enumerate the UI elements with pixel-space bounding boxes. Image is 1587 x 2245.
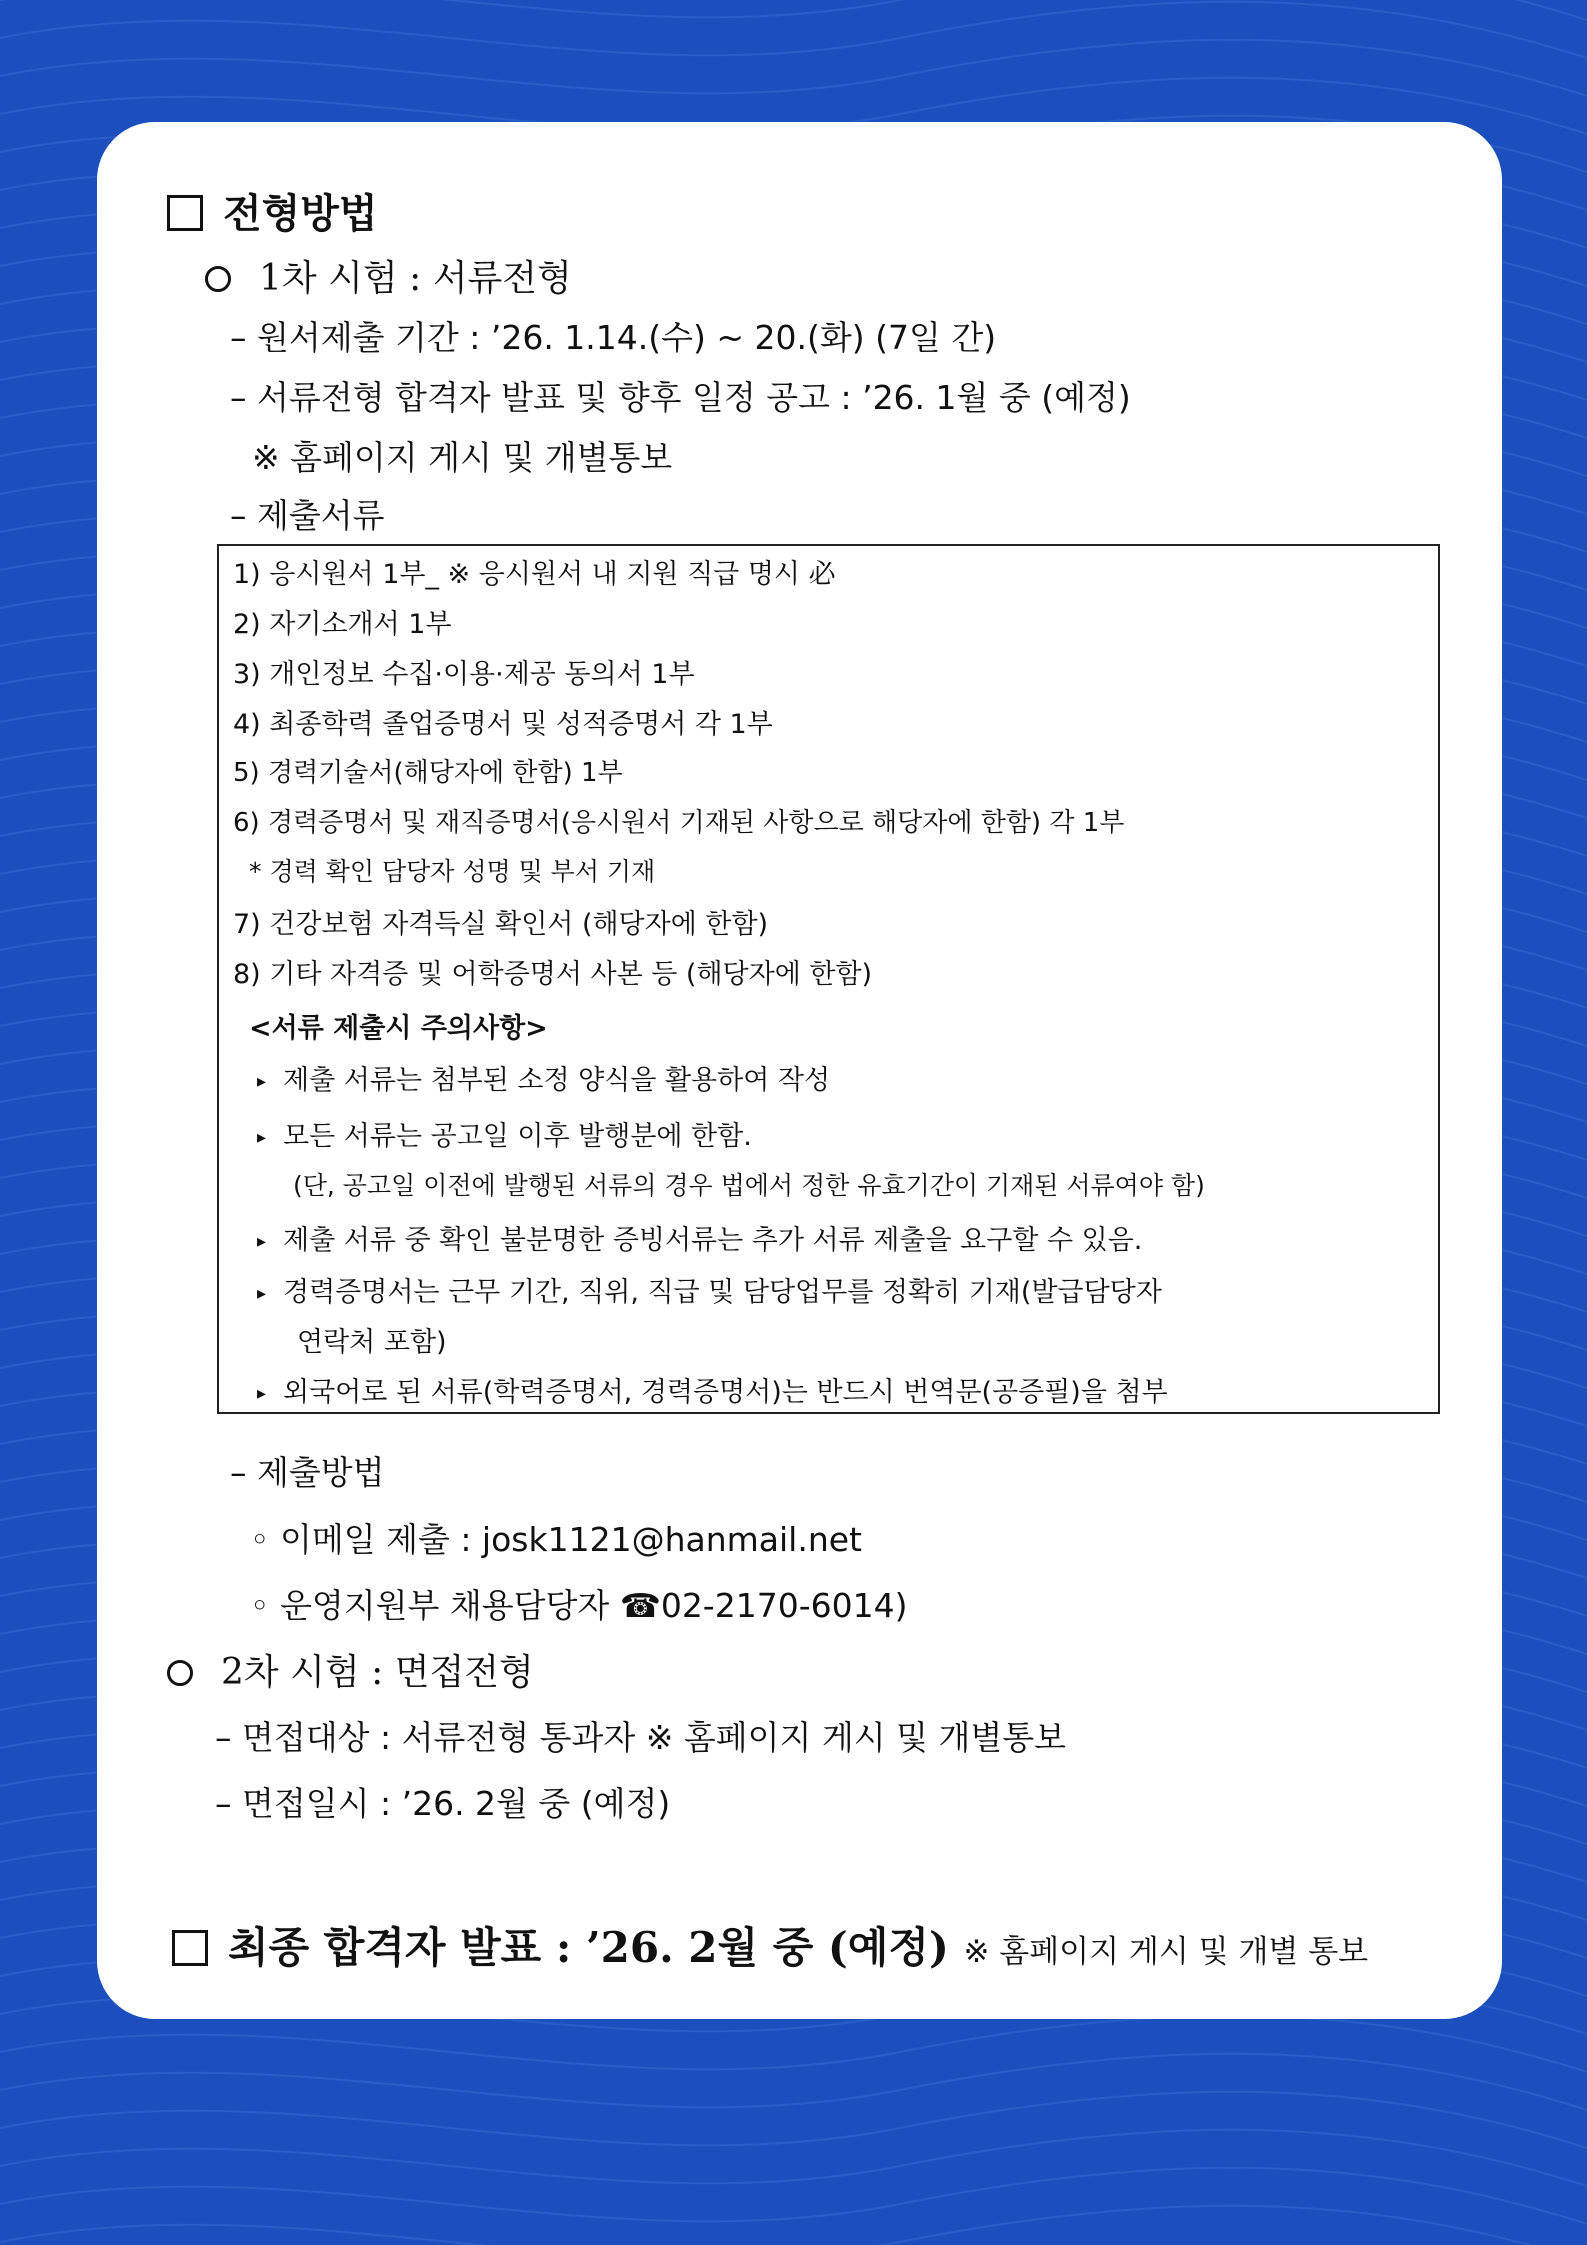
doc-item: 8) 기타 자격증 및 어학증명서 사본 등 (해당자에 한함) (233, 959, 873, 990)
doc-item: 6) 경력증명서 및 재직증명서(응시원서 기재된 사항으로 해당자에 한함) 각 1부 (233, 808, 1125, 838)
method-heading: – 제출방법 (230, 1453, 385, 1492)
square-bullet-icon (167, 195, 203, 231)
stage2-title: 2차 시험 : 면접전형 (167, 1644, 534, 1695)
notice-text: ※ 홈페이지 게시 및 개별통보 (252, 438, 673, 477)
triangle-bullet-icon: ▸ (257, 1231, 267, 1252)
doc-item: 5) 경력기술서(해당자에 한함) 1부 (233, 758, 623, 788)
application-period: – 원서제출 기간 : ’26. 1.14.(수) ~ 20.(화) (7일 간) (230, 318, 997, 357)
content-card (97, 122, 1502, 2019)
circle-bullet-icon (167, 1660, 193, 1686)
doc-item: 7) 건강보험 자격득실 확인서 (해당자에 한함) (233, 909, 769, 940)
final-note: ※ 홈페이지 게시 및 개별 통보 (963, 1934, 1369, 1970)
section-heading: 전형방법 (167, 182, 378, 239)
square-bullet-icon (172, 1930, 208, 1966)
doc-item: 4) 최종학력 졸업증명서 및 성적증명서 각 1부 (233, 709, 773, 740)
triangle-bullet-icon: ▸ (257, 1127, 267, 1148)
documents-box (217, 544, 1440, 1414)
doc-item: 2) 자기소개서 1부 (233, 609, 452, 640)
caution-item: ▸ 제출 서류는 첨부된 소정 양식을 활용하여 작성 (257, 1065, 831, 1096)
email-line: ◦ 이메일 제출 : josk1121@hanmail.net (250, 1520, 862, 1559)
caution-subnote: (단, 공고일 이전에 발행된 서류의 경우 법에서 정한 유효기간이 기재된 서류여야 함) (293, 1171, 1205, 1200)
caution-title: <서류 제출시 주의사항> (249, 1013, 548, 1044)
triangle-bullet-icon: ▸ (257, 1071, 267, 1092)
docs-heading: – 제출서류 (230, 496, 385, 535)
interview-date: – 면접일시 : ’26. 2월 중 (예정) (215, 1784, 671, 1823)
stage1-title: 1차 시험 : 서류전형 (205, 250, 572, 301)
caution-item: ▸ 경력증명서는 근무 기간, 직위, 직급 및 담당업무를 정확히 기재(발급담당자 (257, 1277, 1162, 1308)
final-announcement: 최종 합격자 발표 : ’26. 2월 중 (예정) ※ 홈페이지 게시 및 개별 통보 (172, 1915, 1368, 1975)
triangle-bullet-icon: ▸ (257, 1383, 267, 1404)
doc-item: 1) 응시원서 1부_ ※ 응시원서 내 지원 직급 명시 必 (233, 559, 836, 590)
caution-continuation: 연락처 포함) (297, 1327, 447, 1358)
doc-subnote: * 경력 확인 담당자 성명 및 부서 기재 (249, 857, 656, 886)
announcement-schedule: – 서류전형 합격자 발표 및 향후 일정 공고 : ’26. 1월 중 (예정) (230, 378, 1131, 417)
triangle-bullet-icon: ▸ (257, 1283, 267, 1304)
caution-item: ▸ 모든 서류는 공고일 이후 발행분에 한함. (257, 1121, 752, 1152)
contact-line: ◦ 운영지원부 채용담당자 ☎02-2170-6014) (250, 1586, 908, 1625)
doc-item: 3) 개인정보 수집·이용·제공 동의서 1부 (233, 659, 695, 690)
interview-target: – 면접대상 : 서류전형 통과자 ※ 홈페이지 게시 및 개별통보 (215, 1718, 1066, 1757)
caution-item: ▸ 제출 서류 중 확인 불분명한 증빙서류는 추가 서류 제출을 요구할 수 있음. (257, 1225, 1143, 1256)
circle-bullet-icon (205, 266, 231, 292)
caution-item: ▸ 외국어로 된 서류(학력증명서, 경력증명서)는 반드시 번역문(공증필)을 첨부 (257, 1377, 1168, 1408)
